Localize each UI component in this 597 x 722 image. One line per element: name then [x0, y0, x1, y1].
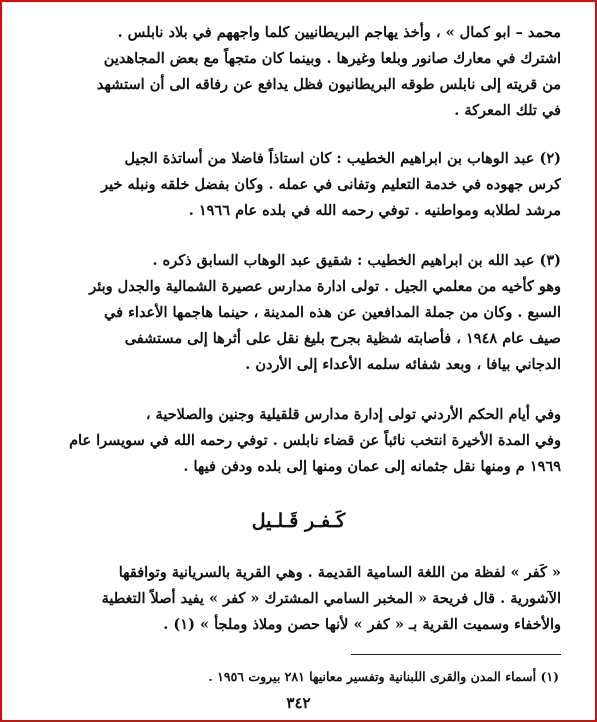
paragraph-note-2 — [36, 146, 561, 224]
section-heading: كَـفـر قَـلـيل — [251, 510, 346, 532]
text-line: محمد – ابو كمال » ، وأخذ يهاجم البريطانيين كلما واجههم في بلاد نابلس . — [117, 24, 561, 41]
text-line: والأخفاء وسميت القرية بـ « كفر » لأنها حصن وملاذ وملجأ » (١) . — [163, 616, 561, 633]
footnote-divider — [351, 654, 561, 655]
paragraph-note-3-continued — [36, 402, 561, 480]
text-line: اشترك في معارك صانور وبلعا وغيرها . وبينما كان متجهاً مع بعض المجاهدين — [103, 50, 561, 67]
text-line: وهو كأخيه من معلمي الجيل . تولى ادارة مدارس عصيرة الشمالية والجدل وبئر — [89, 278, 561, 295]
text-line: ١٩٦٩ م ومنها نقل جثمانه إلى عمان ومنها إلى بلده ودفن فيها . — [183, 458, 561, 475]
text-line: الدجاني بيافا ، وبعد شفائه سلمه الأعداء إلى الأردن . — [245, 356, 561, 373]
page-number: ٣٤٢ — [286, 694, 311, 712]
paragraph-intro — [36, 20, 561, 124]
text-line: كرس جهوده في خدمة التعليم وتفانى في عمله . وكان بفضل خلقه ونبله خير — [101, 176, 561, 193]
text-line: من قريته إلى نابلس طوقه البريطانيون فظل يدافع عن رفاقه الى أن استشهد — [96, 76, 561, 93]
footnote: (١) أسماء المدن والقرى اللبنانية وتفسير معانيها ٢٨١ بيروت ١٩٥٦ . — [208, 669, 559, 684]
text-line: وفي المدة الأخيرة انتخب نائباً عن قضاء نابلس . توفي رحمه الله في سويسرا عام — [69, 432, 561, 449]
text-line: الآشورية . قال فريحة « المخبر السامي المشترك « كفر » يفيد أصلاً التغطية — [101, 590, 561, 607]
paragraph-note-3 — [36, 248, 561, 378]
text-line: صيف عام ١٩٤٨ ، فأصابته شظية بجرح بليغ نقل على أثرها إلى مستشفى — [124, 330, 561, 347]
text-line: في تلك المعركة . — [454, 102, 561, 119]
text-line: وفي أيام الحكم الأردني تولى إدارة مدارس قلقيلية وجنين والصلاحية ، — [145, 406, 561, 423]
document-page — [36, 20, 561, 687]
paragraph-section — [36, 560, 561, 638]
text-line: « كَفر » لفظة من اللغة السامية القديمة . وهي القرية بالسريانية وتوافقها — [118, 564, 561, 581]
text-line: مرشد لطلابه ومواطنيه . توفي رحمه الله في بلده عام ١٩٦٦ . — [188, 202, 561, 219]
text-line: السبع . وكان من جملة المدافعين عن هذه المدينة ، حينما هاجمها الأعداء في — [104, 304, 561, 321]
text-line: (٣) عبد الله بن ابراهيم الخطيب : شقيق عبد الوهاب السابق ذكره . — [152, 252, 561, 269]
text-line: (٢) عبد الوهاب بن ابراهيم الخطيب : كان استاذاً فاضلا من أساتذة الجيل — [124, 150, 561, 167]
